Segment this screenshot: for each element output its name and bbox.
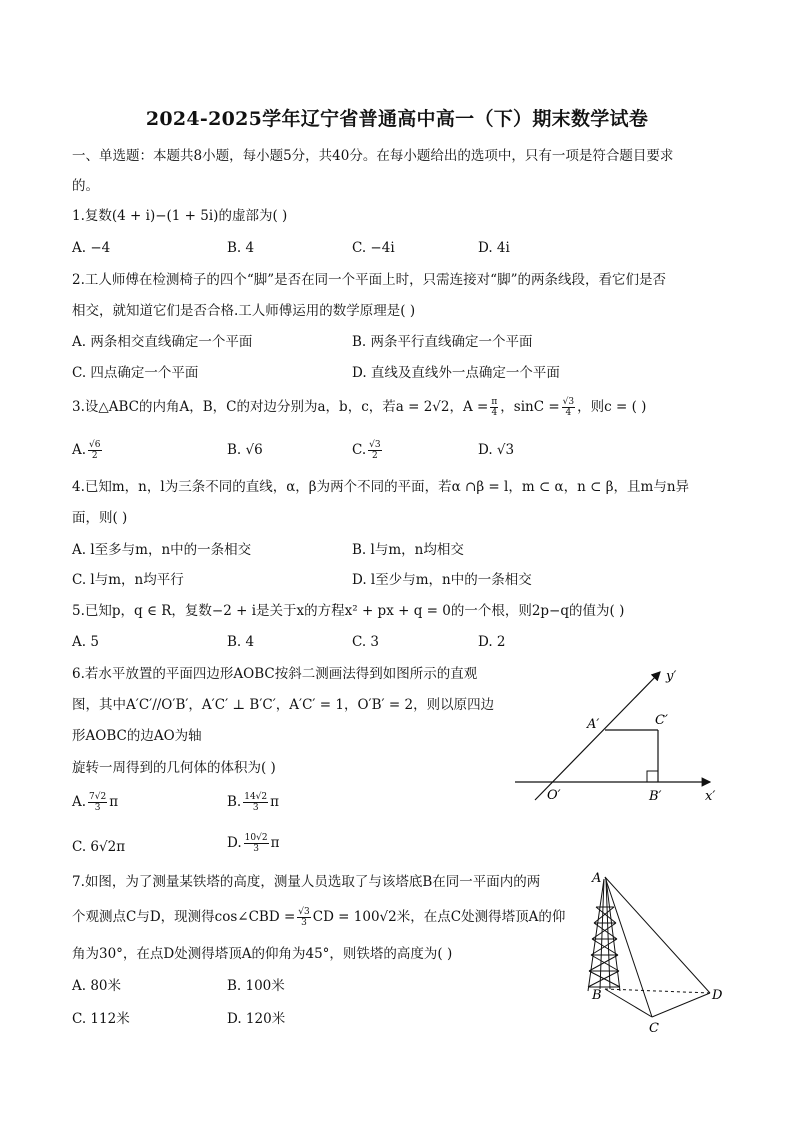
q6-stem-line1: 6.若水平放置的平面四边形AOBC按斜二测画法得到如图所示的直观 bbox=[72, 666, 478, 682]
q6-option-d: D. $\frac{10√2}{3}$ π bbox=[227, 833, 280, 854]
q4-option-c: C. l与m，n均平行 bbox=[72, 572, 184, 588]
q3-stem-part3: ，则c = ( ) bbox=[577, 399, 647, 415]
q6-stem-line3: 形AOBC的边AO为轴 bbox=[72, 728, 202, 744]
section-header-line1: 一、单选题：本题共8小题，每小题5分，共40分。在每小题给出的选项中，只有一项是符合题目要求 bbox=[72, 148, 674, 164]
q4-option-a: A. l至多与m，n中的一条相交 bbox=[72, 542, 252, 558]
q2-option-a: A. 两条相交直线确定一个平面 bbox=[72, 334, 253, 350]
q3-frac-sqrt3-over-4: $\frac{√3}{4}$ bbox=[562, 397, 575, 418]
q3-option-d: D. √3 bbox=[478, 442, 515, 458]
q5-option-b: B. 4 bbox=[227, 634, 255, 650]
q6-option-b: B. $\frac{14√2}{3}$ π bbox=[227, 792, 280, 813]
q2-option-b: B. 两条平行直线确定一个平面 bbox=[352, 334, 533, 350]
q7-option-d: D. 120米 bbox=[227, 1011, 286, 1027]
q4-stem-line2: 面，则( ) bbox=[72, 510, 128, 526]
label-c: C bbox=[649, 1021, 659, 1036]
label-b: B′ bbox=[649, 789, 662, 804]
q4-stem-line1: 4.已知m，n，l为三条不同的直线，α，β为两个不同的平面，若α ∩β = l，m ⊂ α，n ⊂ β，且m与n异 bbox=[72, 479, 690, 495]
q3-stem-part2: ，sinC = bbox=[500, 399, 560, 415]
label-c: C′ bbox=[655, 713, 668, 728]
q7-stem-line3: 角为30°，在点D处测得塔顶A的仰角为45°，则铁塔的高度为( ) bbox=[72, 946, 453, 962]
label-b: B bbox=[592, 988, 602, 1003]
q6-stem-line4: 旋转一周得到的几何体的体积为( ) bbox=[72, 760, 276, 776]
q7-option-b: B. 100米 bbox=[227, 978, 285, 994]
q6-option-a: A. $\frac{7√2}{3}$ π bbox=[72, 792, 119, 813]
q6-figure bbox=[505, 660, 735, 810]
q5-option-a: A. 5 bbox=[72, 634, 99, 650]
line-cd bbox=[652, 993, 710, 1017]
label-a: A bbox=[592, 871, 602, 886]
label-o: O′ bbox=[547, 788, 561, 803]
exam-title: 2024-2025学年辽宁省普通高中高一（下）期末数学试卷 bbox=[145, 108, 649, 130]
q3-option-c: C. $\frac{√3}{2}$ bbox=[352, 440, 381, 461]
right-angle-mark bbox=[647, 771, 658, 782]
tower-drawing bbox=[588, 879, 620, 991]
q3-stem-part1: 3.设△ABC的内角A，B，C的对边分别为a，b，c，若a = 2√2，A = bbox=[72, 399, 489, 415]
q2-stem-line2: 相交，就知道它们是否合格.工人师傅运用的数学原理是( ) bbox=[72, 303, 416, 319]
label-y: y′ bbox=[666, 669, 677, 684]
q7-figure bbox=[570, 865, 750, 1040]
q2-option-d: D. 直线及直线外一点确定一个平面 bbox=[352, 365, 560, 381]
y-axis bbox=[535, 672, 660, 800]
label-a: A′ bbox=[587, 717, 600, 732]
q2-option-c: C. 四点确定一个平面 bbox=[72, 365, 199, 381]
line-bd bbox=[605, 989, 710, 993]
q7-option-a: A. 80米 bbox=[72, 978, 122, 994]
q4-option-d: D. l至少与m，n中的一条相交 bbox=[352, 572, 532, 588]
q6-stem-line2: 图，其中A′C′//O′B′，A′C′ ⊥ B′C′，A′C′ = 1，O′B′ = 2，则以原四边 bbox=[72, 697, 495, 713]
q5-stem: 5.已知p，q ∈ R，复数−2 + i是关于x的方程x² + px + q = 0的一个根，则2p−q的值为( ) bbox=[72, 603, 625, 619]
q7-stem-line1: 7.如图，为了测量某铁塔的高度，测量人员选取了与该塔底B在同一平面内的两 bbox=[72, 874, 541, 890]
q5-option-c: C. 3 bbox=[352, 634, 380, 650]
section-header-line2: 的。 bbox=[72, 178, 99, 194]
q7-stem-line2: 个观测点C与D，现测得cos∠CBD = $\frac{√3}{3}$ CD = 100√2米，在点C处测得塔顶A的仰 bbox=[72, 907, 566, 928]
q3-option-b: B. √6 bbox=[227, 442, 263, 458]
label-d: D bbox=[712, 988, 723, 1003]
q2-stem-line1: 2.工人师傅在检测椅子的四个“脚”是否在同一个平面上时，只需连接对“脚”的两条线段，看它们是否 bbox=[72, 272, 666, 288]
label-x: x′ bbox=[705, 789, 716, 804]
line-ad bbox=[605, 877, 710, 993]
q1-option-d: D. 4i bbox=[478, 240, 510, 256]
q5-option-d: D. 2 bbox=[478, 634, 506, 650]
q3-option-a: A. $\frac{√6}{2}$ bbox=[72, 440, 101, 461]
q3-stem bbox=[72, 397, 646, 418]
line-ac bbox=[605, 877, 652, 1017]
q1-option-b: B. 4 bbox=[227, 240, 255, 256]
q1-option-c: C. −4i bbox=[352, 240, 395, 256]
q4-option-b: B. l与m，n均相交 bbox=[352, 542, 464, 558]
line-bc bbox=[605, 989, 652, 1017]
q1-stem: 1.复数(4 + i)−(1 + 5i)的虚部为( ) bbox=[72, 208, 288, 224]
q3-frac-pi-over-4: $\frac{\pi}{4}$ bbox=[491, 397, 498, 418]
q7-option-c: C. 112米 bbox=[72, 1011, 130, 1027]
q1-option-a: A. −4 bbox=[72, 240, 111, 256]
q6-option-c: C. 6√2π bbox=[72, 839, 126, 855]
